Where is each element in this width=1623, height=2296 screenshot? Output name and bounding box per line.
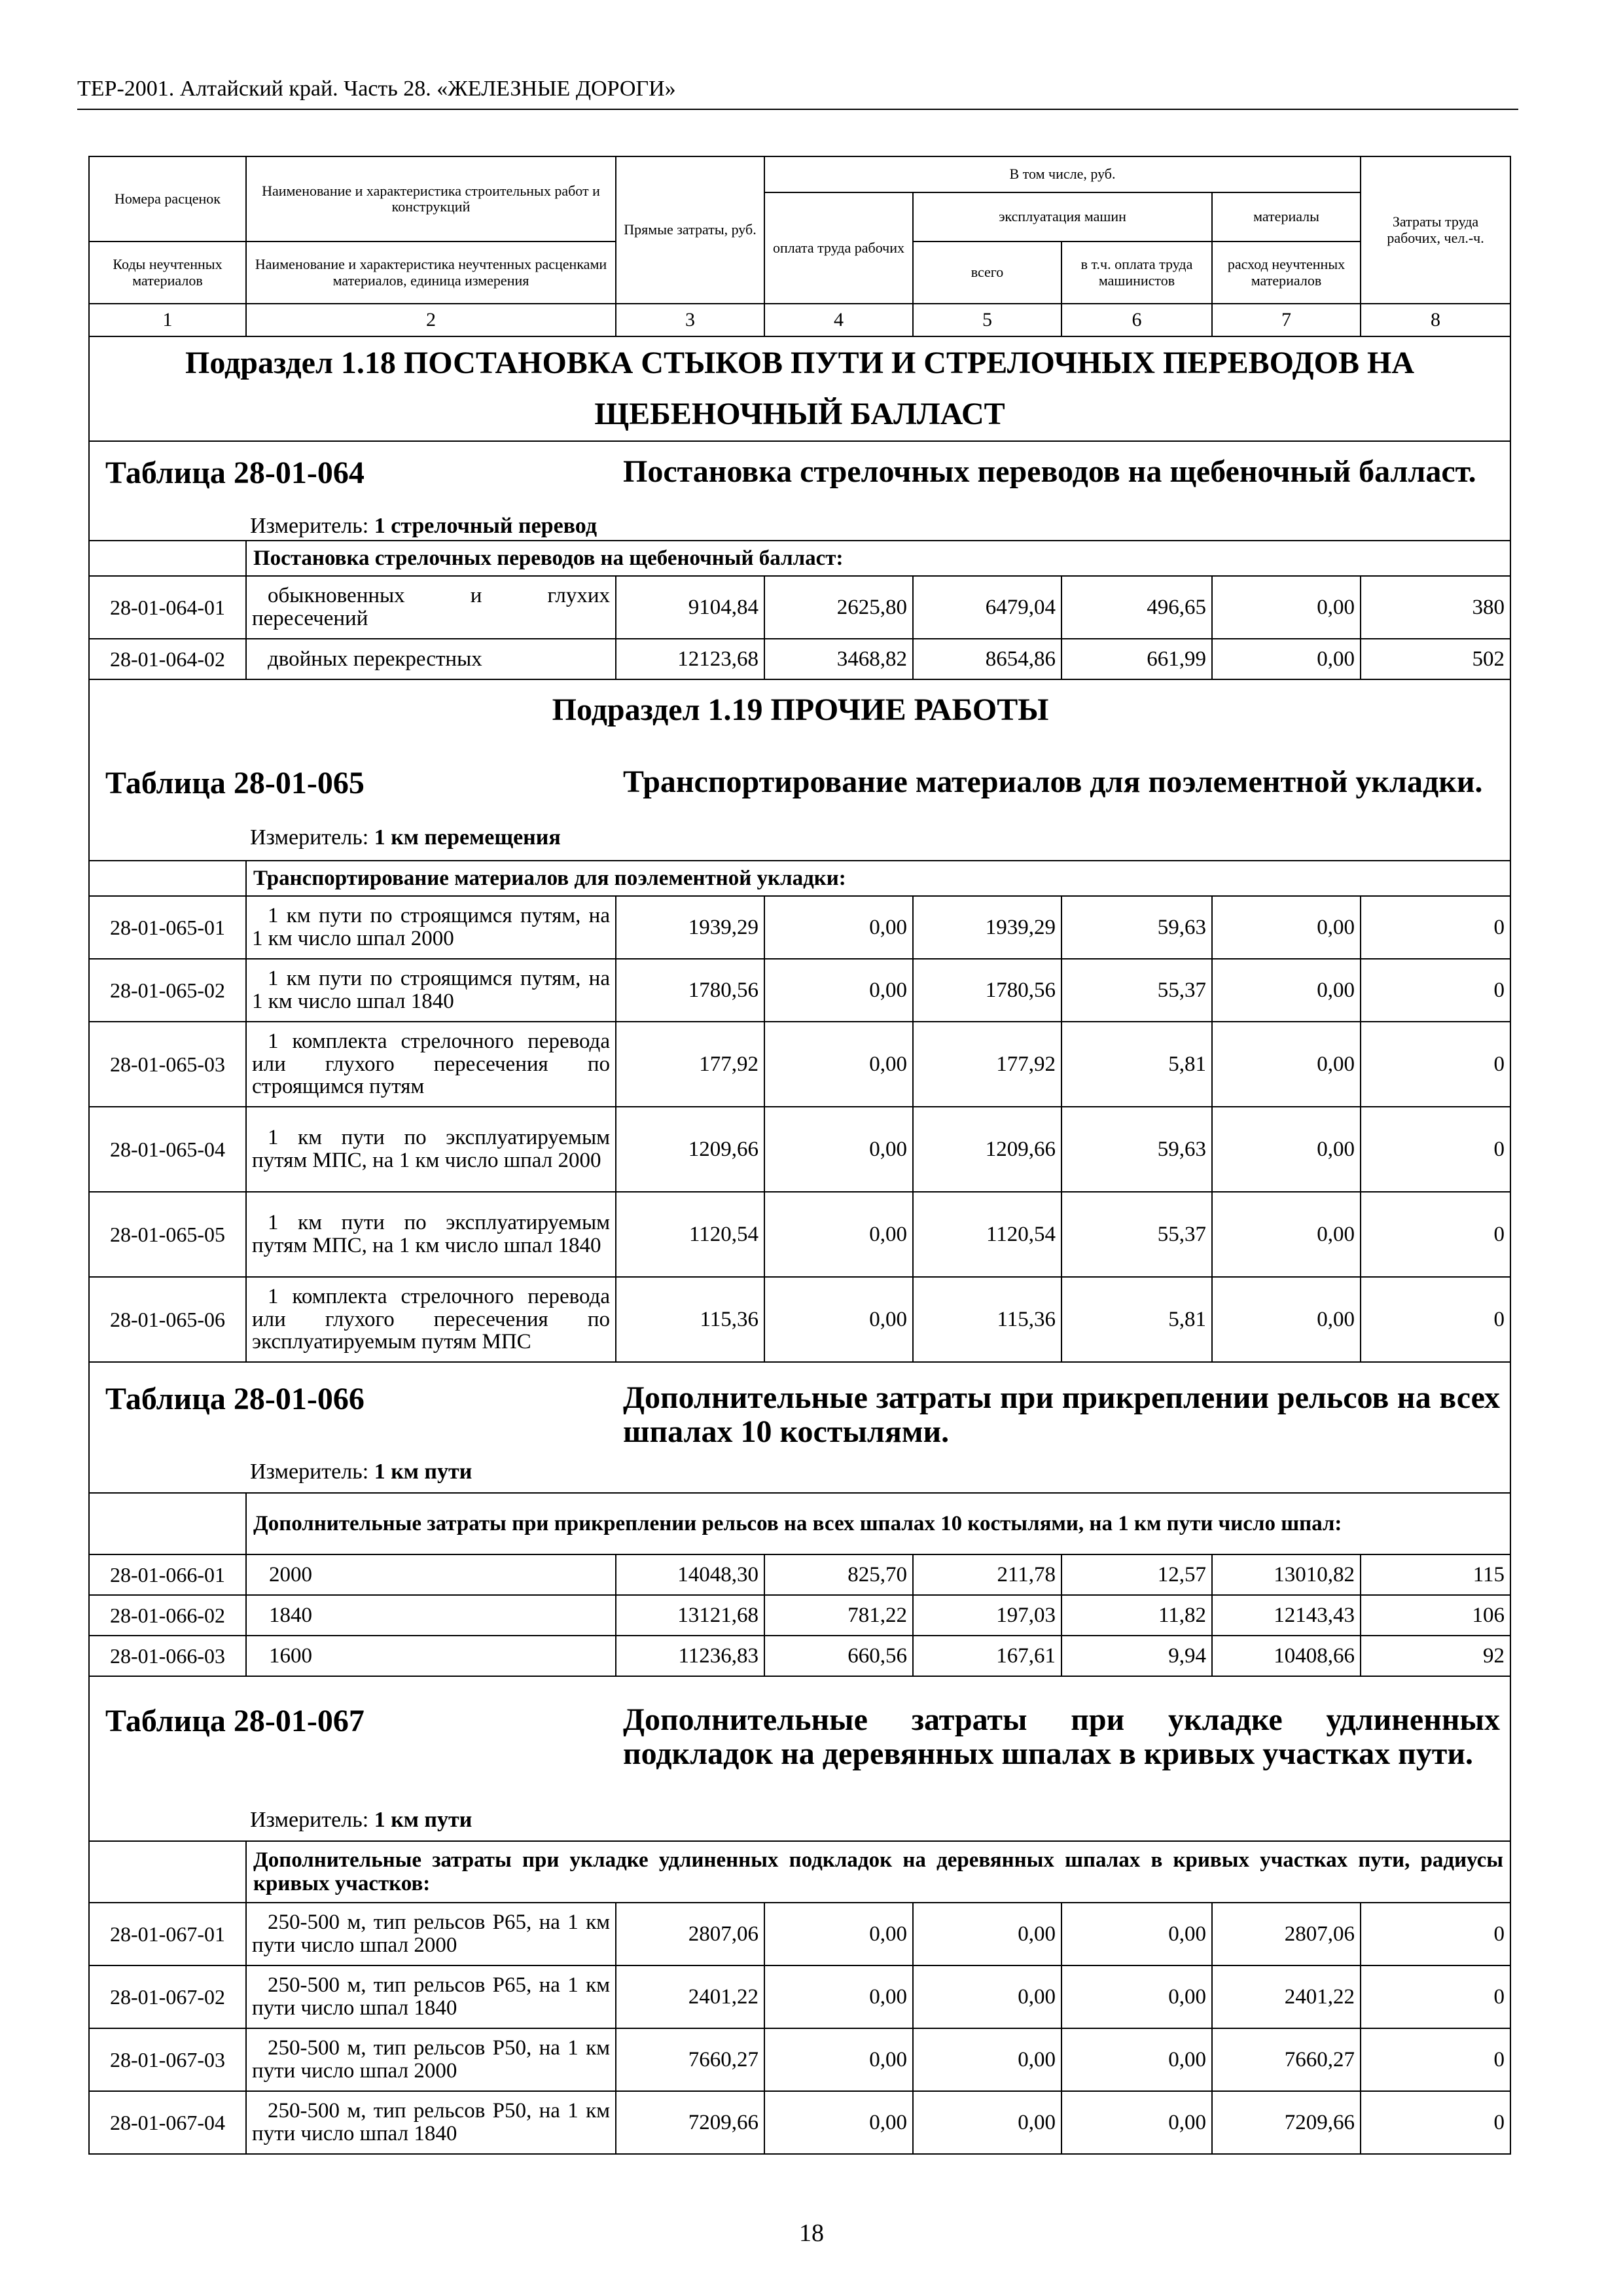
table-description: Дополнительные затраты при укладке удлиненных подкладок на деревянных шпалах в кривых участках пути. <box>623 1702 1500 1771</box>
table-row: 28-01-064-01 обыкновенных и глухих пересечений 9104,84 2625,80 6479,04 496,65 0,00 380 <box>89 576 1510 639</box>
table-description: Транспортирование материалов для поэлементной укладки. <box>623 764 1483 799</box>
table-row: 28-01-067-01 250-500 м, тип рельсов Р65, на 1 км пути число шпал 2000 2807,06 0,00 0,00 0,00 2807,06 0 <box>89 1903 1510 1965</box>
table-title: Таблица 28-01-064 <box>105 456 365 490</box>
table-row: 28-01-066-02 1840 13121,68 781,22 197,03 11,82 12143,43 106 <box>89 1595 1510 1636</box>
table-row: 28-01-065-05 1 км пути по эксплуатируемым путям МПС, на 1 км число шпал 1840 1120,54 0,00 1120,54 55,37 0,00 0 <box>89 1192 1510 1277</box>
col-unaccounted-codes: Коды неучтенных материалов <box>89 242 246 304</box>
col-unaccounted-names: Наименование и характеристика неучтенных расценками материалов, единица измерения <box>246 242 616 304</box>
col-rate-numbers: Номера расценок <box>89 156 246 242</box>
measure-unit: Измеритель: 1 стрелочный перевод <box>250 514 597 538</box>
measure-unit: Измеритель: 1 км пути <box>250 1460 473 1484</box>
table-caption: Транспортирование материалов для поэлементной укладки: <box>246 861 1510 896</box>
col-machinist-pay: в т.ч. оплата труда машинистов <box>1061 242 1212 304</box>
table-row: 28-01-064-02 двойных перекрестных 12123,68 3468,82 8654,86 661,99 0,00 502 <box>89 639 1510 679</box>
table-row: 28-01-065-06 1 комплекта стрелочного перевода или глухого пересечения по эксплуатируемым путям МПС 115,36 0,00 115,36 5,81 0,00 0 <box>89 1277 1510 1362</box>
table-description: Дополнительные затраты при прикреплении рельсов на всех шпалах 10 костылями. <box>623 1380 1500 1449</box>
table-row: 28-01-067-03 250-500 м, тип рельсов Р50, на 1 км пути число шпал 2000 7660,27 0,00 0,00 0,00 7660,27 0 <box>89 2028 1510 2091</box>
table-caption: Дополнительные затраты при укладке удлиненных подкладок на деревянных шпалах в кривых участках пути, радиусы кривых участков: <box>246 1841 1510 1903</box>
col-machine-operation: эксплуатация машин <box>913 192 1212 242</box>
table-title: Таблица 28-01-065 <box>105 766 365 800</box>
subsection-title: Подраздел 1.19 ПРОЧИЕ РАБОТЫ <box>552 692 1049 727</box>
measure-unit: Измеритель: 1 км пути <box>250 1808 473 1832</box>
col-labor-costs: Затраты труда рабочих, чел.-ч. <box>1361 156 1510 304</box>
col-unaccounted-material-use: расход неучтенных материалов <box>1212 242 1361 304</box>
table-row: 28-01-065-01 1 км пути по строящимся путям, на 1 км число шпал 2000 1939,29 0,00 1939,29 59,63 0,00 0 <box>89 896 1510 959</box>
table-title: Таблица 28-01-066 <box>105 1382 365 1416</box>
page-header: ТЕР-2001. Алтайский край. Часть 28. «ЖЕЛЕЗНЫЕ ДОРОГИ» <box>77 71 1518 110</box>
table-title: Таблица 28-01-067 <box>105 1704 365 1738</box>
table-row: 28-01-067-02 250-500 м, тип рельсов Р65, на 1 км пути число шпал 1840 2401,22 0,00 0,00 0,00 2401,22 0 <box>89 1965 1510 2028</box>
table-row: 28-01-067-04 250-500 м, тип рельсов Р50, на 1 км пути число шпал 1840 7209,66 0,00 0,00 0,00 7209,66 0 <box>89 2091 1510 2154</box>
table-caption: Постановка стрелочных переводов на щебеночный балласт: <box>246 541 1510 576</box>
col-direct-costs: Прямые затраты, руб. <box>616 156 764 304</box>
col-materials: материалы <box>1212 192 1361 242</box>
col-including: В том числе, руб. <box>764 156 1361 192</box>
table-row: 28-01-065-02 1 км пути по строящимся путям, на 1 км число шпал 1840 1780,56 0,00 1780,56 55,37 0,00 0 <box>89 959 1510 1022</box>
table-row: 28-01-066-01 2000 14048,30 825,70 211,78 12,57 13010,82 115 <box>89 1554 1510 1595</box>
column-numbers-row: 1 2 3 4 5 6 7 8 <box>89 304 1510 336</box>
estimate-table <box>88 156 1511 2155</box>
col-work-name: Наименование и характеристика строительных работ и конструкций <box>246 156 616 242</box>
table-row: 28-01-066-03 1600 11236,83 660,56 167,61 9,94 10408,66 92 <box>89 1636 1510 1676</box>
col-labor-pay: оплата труда рабочих <box>764 192 913 304</box>
subsection-title: Подраздел 1.18 ПОСТАНОВКА СТЫКОВ ПУТИ И СТРЕЛОЧНЫХ ПЕРЕВОДОВ НА ЩЕБЕНОЧНЫЙ БАЛЛАСТ <box>89 336 1510 441</box>
page-number: 18 <box>799 2219 824 2247</box>
col-total: всего <box>913 242 1061 304</box>
table-row: 28-01-065-03 1 комплекта стрелочного перевода или глухого пересечения по строящимся путям 177,92 0,00 177,92 5,81 0,00 0 <box>89 1022 1510 1107</box>
table-description: Постановка стрелочных переводов на щебеночный балласт. <box>623 454 1476 489</box>
measure-unit: Измеритель: 1 км перемещения <box>250 825 561 850</box>
table-row: 28-01-065-04 1 км пути по эксплуатируемым путям МПС, на 1 км число шпал 2000 1209,66 0,00 1209,66 59,63 0,00 0 <box>89 1107 1510 1192</box>
table-caption: Дополнительные затраты при прикреплении рельсов на всех шпалах 10 костылями, на 1 км пути число шпал: <box>246 1493 1510 1554</box>
